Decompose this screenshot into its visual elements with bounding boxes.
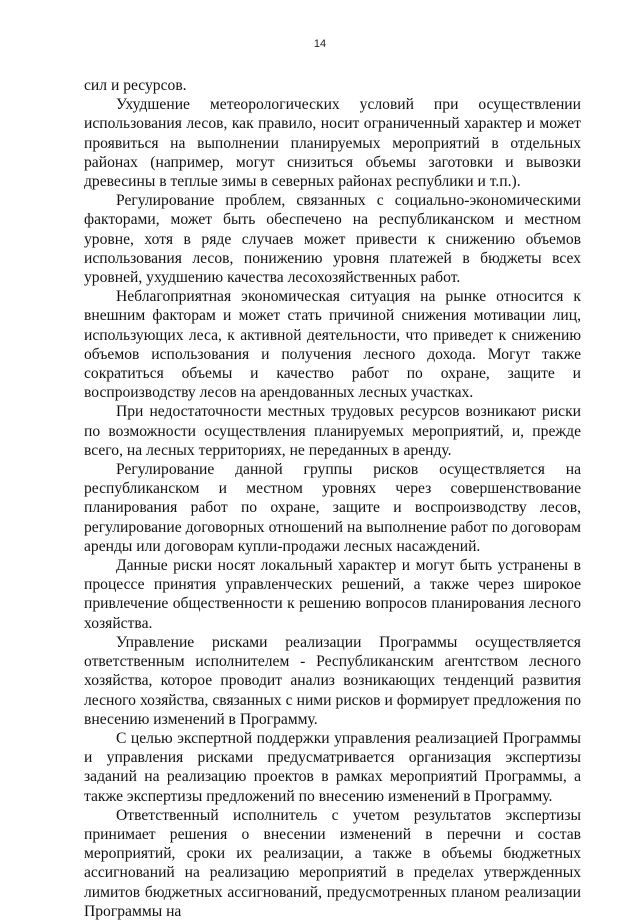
paragraph: Регулирование данной группы рисков осуществляется на республиканском и местном уровнях через совершенствование планирования работ по охране, защите и воспроизводству лесов, регулирование договорных отношений на выполнение работ по договорам аренды или договорам купли-продажи лесных насаждений. (84, 461, 581, 555)
paragraph: С целью экспертной поддержки управления реализацией Программы и управления рисками предусматривается организация экспертизы заданий на реализацию проектов в рамках мероприятий Программы, а также экспертизы предложений по внесению изменений в Программу. (84, 729, 581, 805)
paragraph: Регулирование проблем, связанных с социально-экономическими факторами, может быть обеспечено на республиканском и местном уровне, хотя в ряде случаев может привести к снижению объемов использования лесов, понижению уровня платежей в бюджеты всех уровней, ухудшению качества лесохозяйственных работ. (84, 192, 581, 287)
paragraph: Ответственный исполнитель с учетом результатов экспертизы принимает решения о внесении изменений в перечни и состав мероприятий, сроки их реализации, а также в объемы бюджетных ассигнований на реализацию мероприятий в пределах утвержденных лимитов бюджетных ассигнований, предусмотренных планом реализации Программы на (84, 806, 581, 920)
document-body (84, 76, 581, 921)
paragraph: Неблагоприятная экономическая ситуация на рынке относится к внешним факторам и может стать причиной снижения мотивации лиц, использующих леса, к активной деятельности, что приведет к снижению объемов использования и получения лесного дохода. Могут также сократиться объемы и качество работ по охране, защите и воспроизводству лесов на арендованных лесных участках. (84, 288, 581, 402)
paragraph: Данные риски носят локальный характер и могут быть устранены в процессе принятия управленческих решений, а также через широкое привлечение общественности к решению вопросов планирования лесного хозяйства. (84, 557, 581, 632)
paragraph: сил и ресурсов. (84, 77, 187, 94)
paragraph: Ухудшение метеорологических условий при осуществлении использования лесов, как правило, носит ограниченный характер и может проявиться на выполнении планируемых мероприятий в отдельных районах (например, могут снизиться объемы заготовки и вывозки древесины в теплые зимы в северных районах республики и т.п.). (84, 96, 581, 191)
page-number: 14 (313, 38, 327, 50)
paragraph: При недостаточности местных трудовых ресурсов возникают риски по возможности осуществления планируемых мероприятий, и, прежде всего, на лесных территориях, не переданных в аренду. (84, 403, 581, 459)
paragraph: Управление рисками реализации Программы осуществляется ответственным исполнителем - Республиканским агентством лесного хозяйства, которое проводит анализ возникающих тенденций развития лесного хозяйства, связанных с ними рисков и формирует предложения по внесению изменений в Программу. (84, 633, 581, 728)
